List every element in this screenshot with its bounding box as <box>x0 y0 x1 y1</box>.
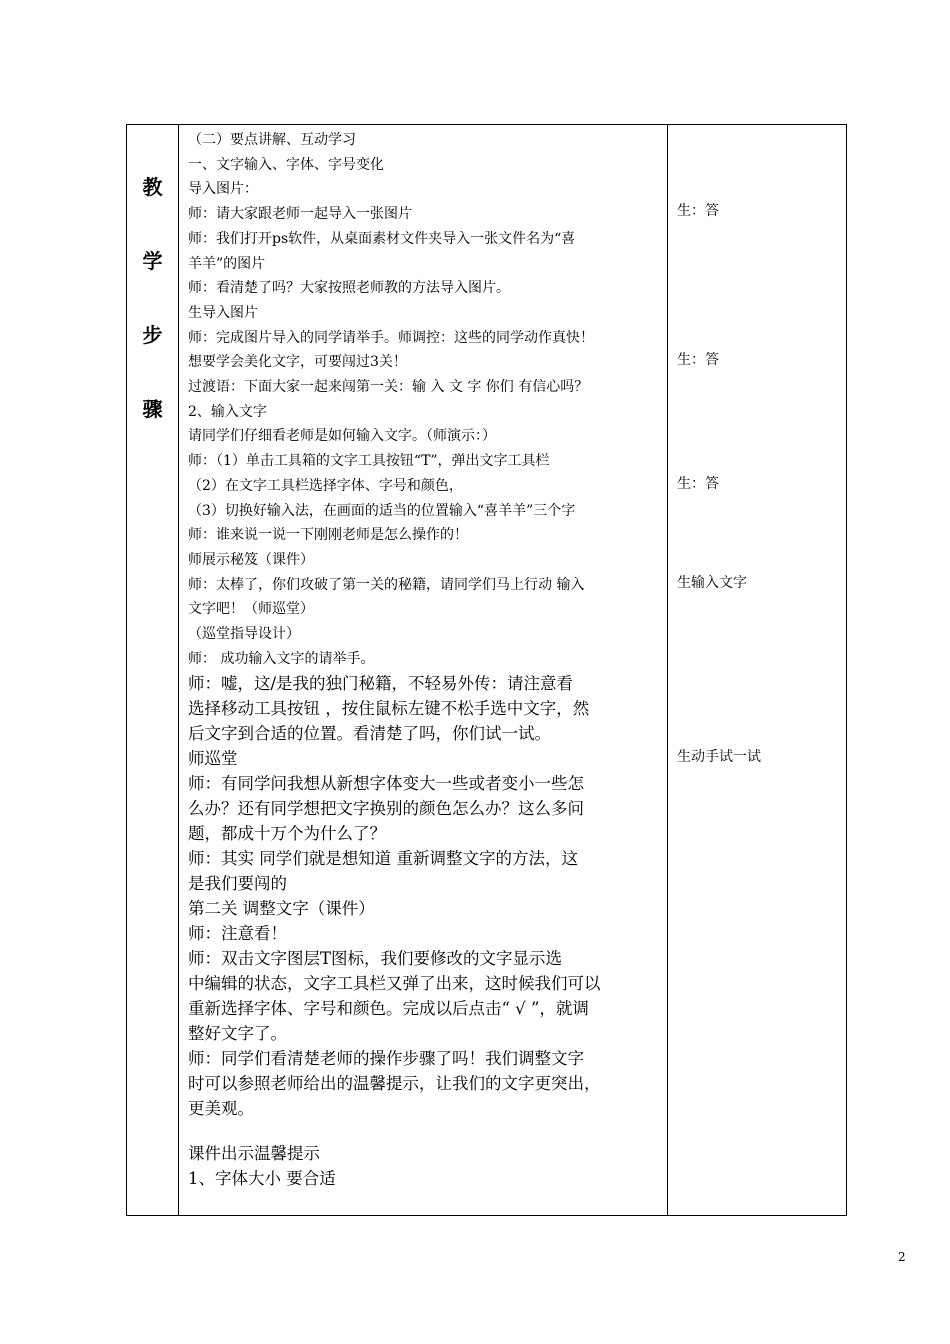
lesson-row <box>127 125 847 1216</box>
content-line: 题，都成十万个为什么了？ <box>188 824 386 844</box>
content-line: 中编辑的状态，文字工具栏又弹了出来，这时候我们可以 <box>188 974 601 994</box>
page-number: 2 <box>898 1250 906 1264</box>
content-line: 更美观。 <box>188 1099 254 1119</box>
content-line: 时可以参照老师给出的温馨提示，让我们的文字更突出， <box>188 1074 601 1094</box>
content-line: （巡堂指导设计） <box>188 626 300 643</box>
content-line: 师展示秘笈（课件） <box>188 551 314 568</box>
lesson-table <box>126 124 847 1216</box>
content-line: （3）切换好输入法，在画面的适当的位置输入“喜羊羊”三个字 <box>188 502 576 519</box>
label-char: 学 <box>142 249 163 273</box>
content-line: 师：双击文字图层T图标，我们要修改的文字显示选 <box>188 949 563 969</box>
content-line: 第二关 调整文字（课件） <box>188 899 375 919</box>
student-note: 生：答 <box>677 352 719 368</box>
content-line: （二）要点讲解、互动学习 <box>188 132 356 148</box>
student-note: 生：答 <box>677 476 719 492</box>
content-line: 整好文字了。 <box>188 1024 287 1044</box>
section-label <box>127 125 178 471</box>
content-line: 想要学会美化文字，可要闯过3关！ <box>188 354 407 371</box>
content-line: 师：有同学问我想从新想字体变大一些或者变小一些怎 <box>188 774 584 794</box>
teaching-content <box>179 125 667 1191</box>
content-line: 师：其实 同学们就是想知道 重新调整文字的方法，这 <box>188 849 578 869</box>
label-char: 步 <box>142 323 163 347</box>
content-line: 生导入图片 <box>188 304 258 321</box>
content-line: 么办？还有同学想把文字换别的颜色怎么办？这么多问 <box>188 799 584 819</box>
student-note: 生动手试一试 <box>677 749 761 765</box>
content-line: 师：请大家跟老师一起导入一张图片 <box>188 206 412 223</box>
content-line: 师：看清楚了吗？大家按照老师教的方法导入图片。 <box>188 280 510 297</box>
content-line: 1、字体大小 要合适 <box>188 1169 336 1189</box>
content-line: 师巡堂 <box>188 749 238 769</box>
content-line: 师：嘘，这/是我的独门秘籍，不轻易外传：请注意看 <box>188 674 574 694</box>
content-line: 师：谁来说一说一下刚刚老师是怎么操作的！ <box>188 527 468 544</box>
content-line: 师：我们打开ps软件，从桌面素材文件夹导入一张文件名为“喜 <box>188 230 576 247</box>
content-line: 羊羊”的图片 <box>188 255 266 272</box>
label-char: 骤 <box>142 397 163 421</box>
content-line: 文字吧！（师巡堂） <box>188 601 314 618</box>
content-line: 重新选择字体、字号和颜色。完成以后点击“ √ ”，就调 <box>188 999 589 1019</box>
content-line: 师：注意看！ <box>188 924 287 944</box>
teaching-content-cell <box>179 125 668 1216</box>
content-line: 课件出示温馨提示 <box>188 1144 320 1164</box>
blank-line <box>188 1121 661 1141</box>
content-line: 过渡语：下面大家一起来闯第一关：输 入 文 字 你们 有信心吗？ <box>188 379 589 396</box>
content-line: 师：（1）单击工具箱的文字工具按钮“T”，弹出文字工具栏 <box>188 453 550 470</box>
label-char: 教 <box>142 175 163 199</box>
content-line: 后文字到合适的位置。看清楚了吗，你们试一试。 <box>188 724 551 744</box>
content-line: 2、输入文字 <box>188 403 267 420</box>
student-activity <box>668 125 846 1215</box>
content-line: 师：太棒了，你们攻破了第一关的秘籍，请同学们马上行动 输入 <box>188 576 585 593</box>
content-line: 师：完成图片导入的同学请举手。师调控：这些的同学动作真快！ <box>188 329 594 346</box>
student-note: 生输入文字 <box>677 575 747 591</box>
content-line: 师： 成功输入文字的请举手。 <box>188 650 375 667</box>
content-line: 导入图片： <box>188 181 258 198</box>
content-line: 是我们要闯的 <box>188 874 287 894</box>
content-line: 一、文字输入、字体、字号变化 <box>188 156 384 173</box>
content-line: 请同学们仔细看老师是如何输入文字。（师演示：） <box>188 428 496 445</box>
content-line: 师：同学们看清楚老师的操作步骤了吗！我们调整文字 <box>188 1049 584 1069</box>
student-note: 生：答 <box>677 203 719 219</box>
content-line: 选择移动工具按钮 ，按住鼠标左键不松手选中文字，然 <box>188 699 590 719</box>
section-label-cell <box>127 125 179 1216</box>
student-activity-cell <box>668 125 847 1216</box>
content-line: （2）在文字工具栏选择字体、字号和颜色， <box>188 477 463 494</box>
